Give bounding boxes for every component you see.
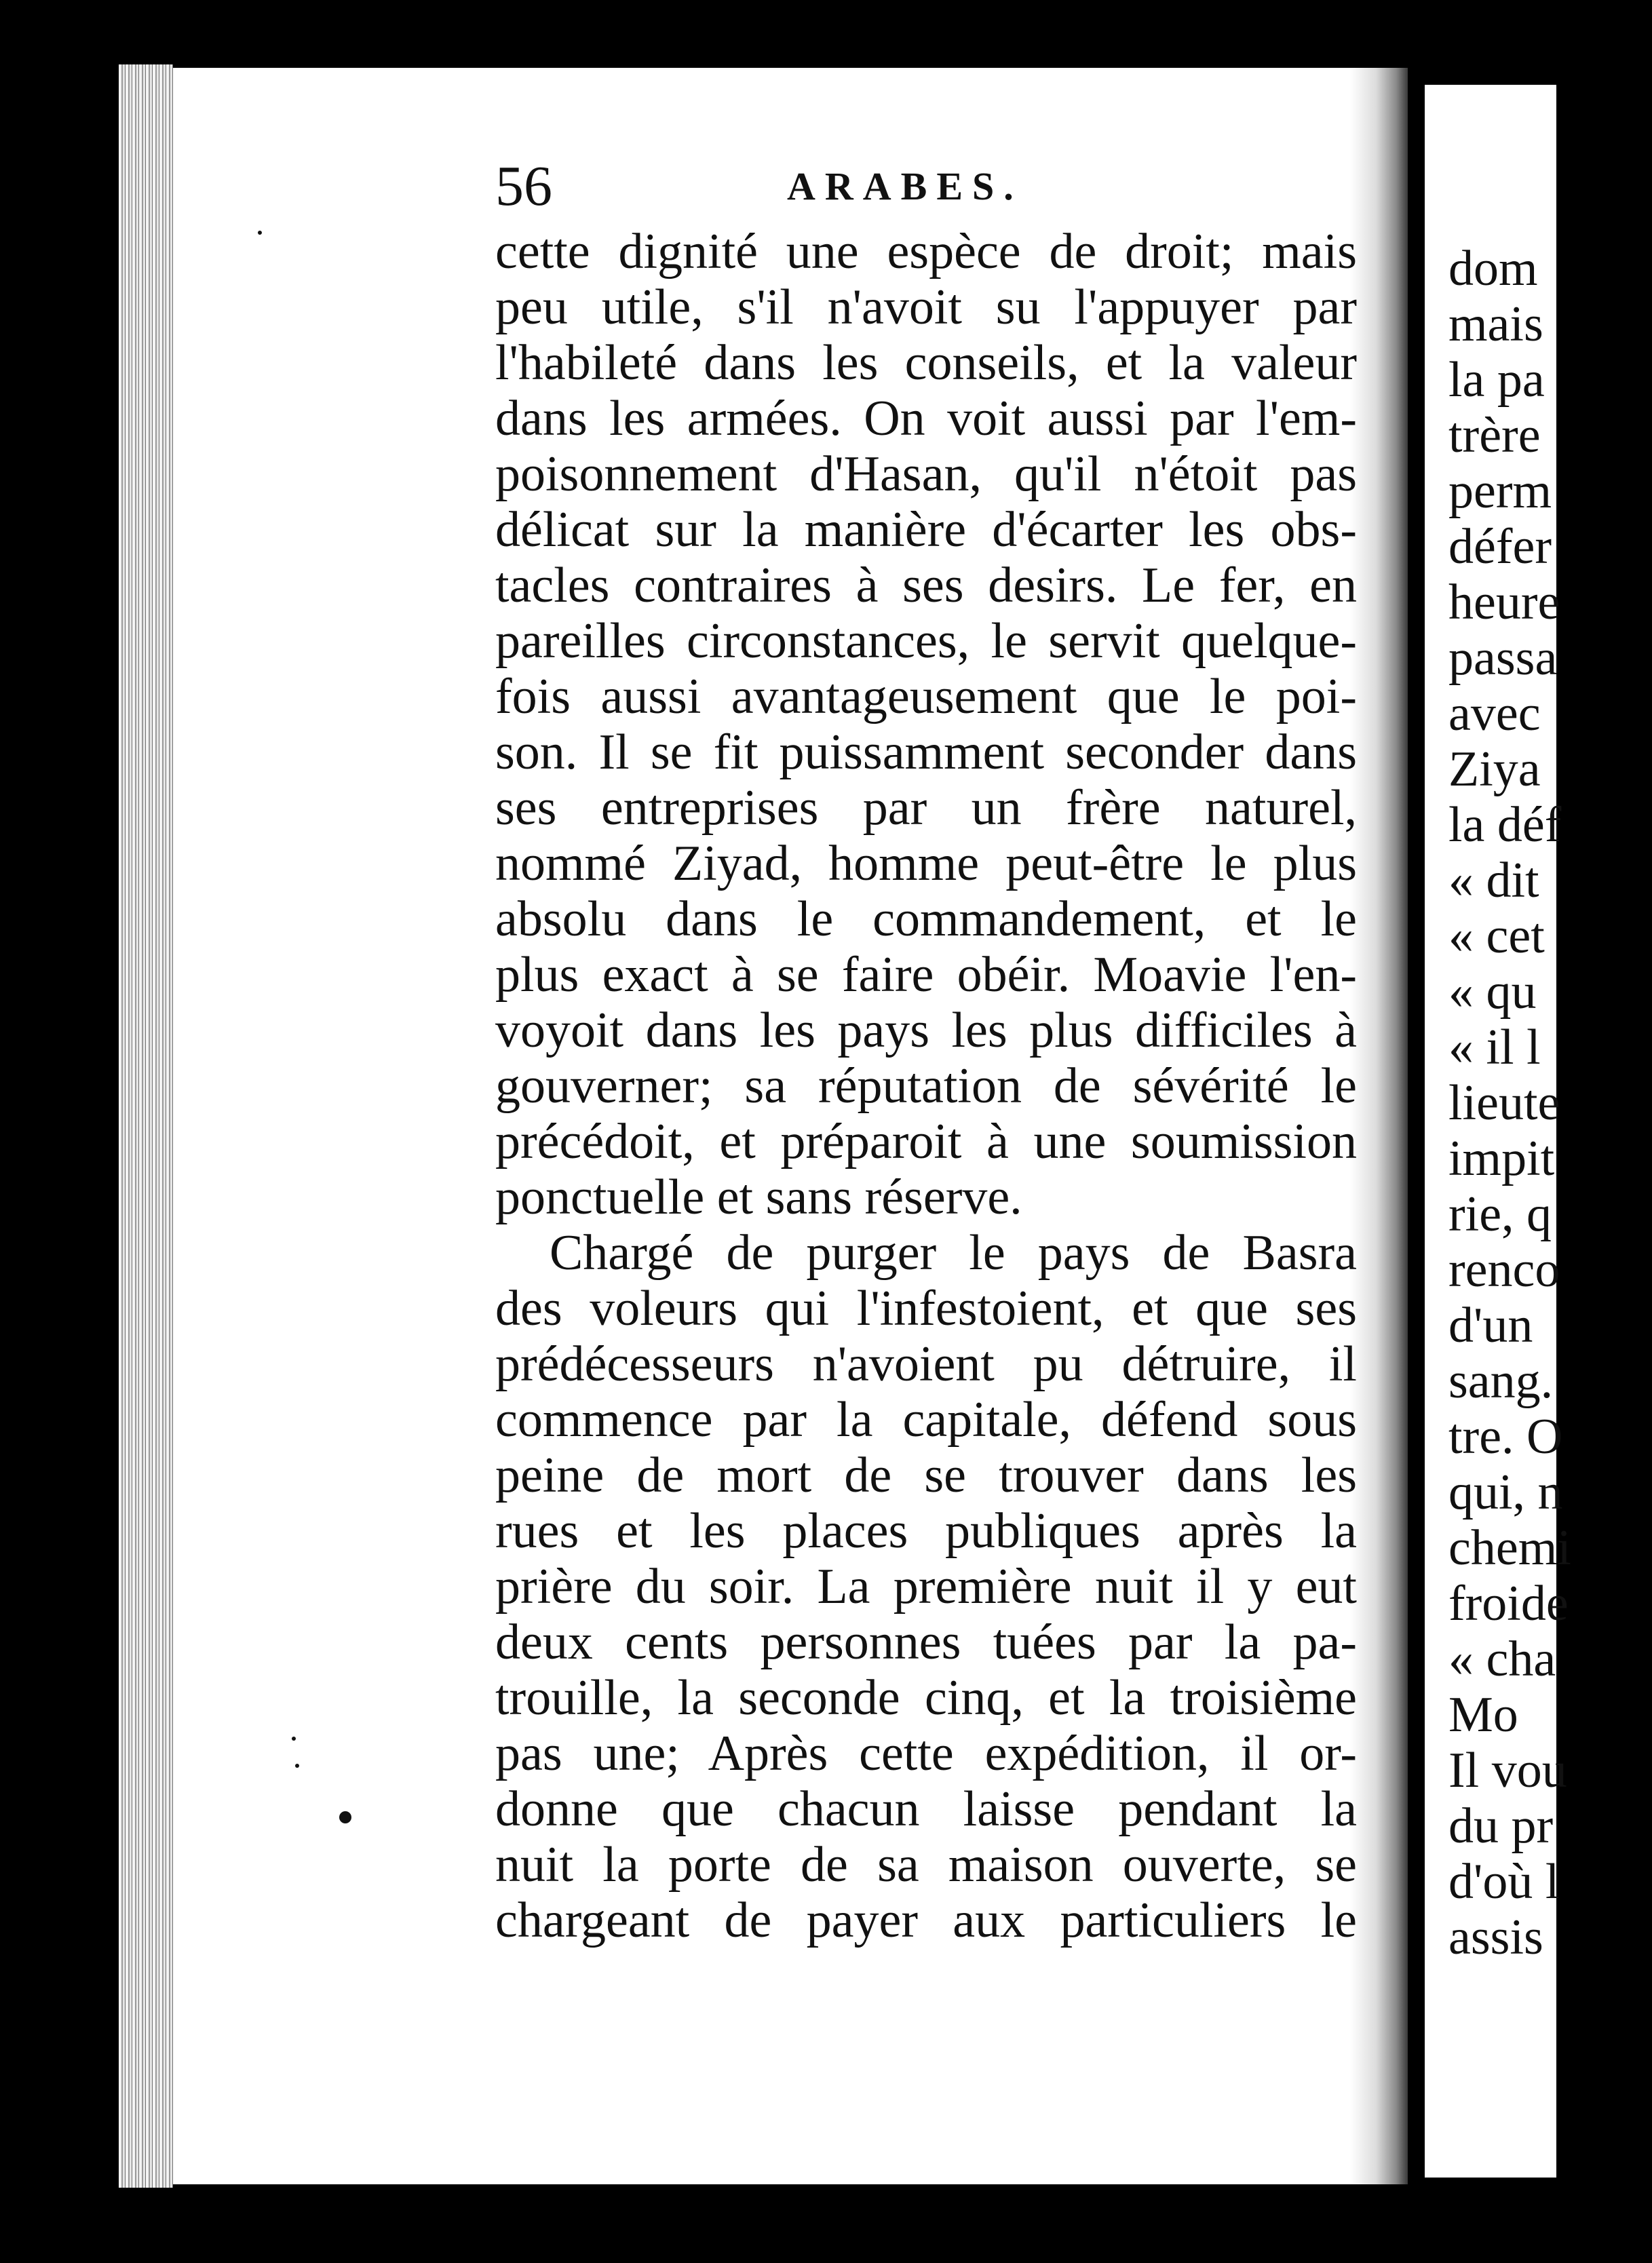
text-line: gouverner; sa réputation de sévérité le xyxy=(495,1058,1357,1114)
text-line: avec xyxy=(1448,686,1541,741)
ink-speck xyxy=(339,1811,351,1823)
text-line: rie, q xyxy=(1448,1186,1552,1242)
text-line: Il vou xyxy=(1448,1743,1567,1798)
text-line: nuit la porte de sa maison ouverte, se xyxy=(495,1837,1357,1893)
text-line: Mo xyxy=(1448,1687,1518,1743)
right-page xyxy=(1425,85,1571,2178)
text-line: assis xyxy=(1448,1910,1543,1965)
text-line: mais xyxy=(1448,296,1543,352)
text-line: dans les armées. On voit aussi par l'em- xyxy=(495,391,1357,446)
text-line: pareilles circonstances, le servit quelque- xyxy=(495,613,1357,669)
text-line: froide xyxy=(1448,1576,1569,1631)
text-line: ponctuelle et sans réserve. xyxy=(495,1169,1022,1225)
text-line: fois aussi avantageusement que le poi- xyxy=(495,669,1357,724)
page-edges xyxy=(119,64,173,2188)
text-line: « qu xyxy=(1448,964,1537,1020)
text-line: plus exact à se faire obéir. Moavie l'en- xyxy=(495,947,1357,1003)
text-line: renco xyxy=(1448,1242,1560,1298)
text-line: délicat sur la manière d'écarter les obs- xyxy=(495,502,1357,558)
book-gutter xyxy=(1350,68,1408,2184)
left-page-text xyxy=(495,224,1357,1948)
text-line: cette dignité une espèce de droit; mais xyxy=(495,224,1357,279)
text-line: poisonnement d'Hasan, qu'il n'étoit pas xyxy=(495,446,1357,502)
text-line: « dit xyxy=(1448,853,1539,908)
text-line: des voleurs qui l'infestoient, et que ses xyxy=(495,1281,1357,1336)
text-line: d'un xyxy=(1448,1298,1533,1353)
text-line: voyoit dans les pays les plus difficiles à xyxy=(495,1003,1357,1058)
right-page-text xyxy=(1448,241,1652,1965)
text-line: « il l xyxy=(1448,1020,1541,1075)
ink-speck xyxy=(258,231,262,235)
text-line: Ziya xyxy=(1448,741,1541,797)
text-line: tacles contraires à ses desirs. Le fer, en xyxy=(495,558,1357,613)
text-line: heure xyxy=(1448,575,1560,630)
text-line: qui, n xyxy=(1448,1465,1563,1520)
text-line: l'habileté dans les conseils, et la valeur xyxy=(495,335,1357,391)
text-line: sang. xyxy=(1448,1353,1554,1409)
text-line: deux cents personnes tuées par la pa- xyxy=(495,1614,1357,1670)
text-line: prière du soir. La première nuit il y eut xyxy=(495,1559,1357,1614)
ink-speck xyxy=(292,1737,296,1741)
text-line: dom xyxy=(1448,241,1538,296)
text-line: « cha xyxy=(1448,1631,1556,1687)
text-line: peu utile, s'il n'avoit su l'appuyer par xyxy=(495,279,1357,335)
text-line: la pa xyxy=(1448,352,1545,408)
text-line: donne que chacun laisse pendant la xyxy=(495,1781,1357,1837)
text-line: nommé Ziyad, homme peut-être le plus xyxy=(495,836,1357,891)
text-line: rues et les places publiques après la xyxy=(495,1503,1357,1559)
text-line: absolu dans le commandement, et le xyxy=(495,891,1357,947)
text-line: pas une; Après cette expédition, il or- xyxy=(495,1726,1357,1781)
text-line: ses entreprises par un frère naturel, xyxy=(495,780,1357,836)
text-line: précédoit, et préparoit à une soumission xyxy=(495,1114,1357,1169)
page-header xyxy=(495,153,1357,220)
page-number: 56 xyxy=(495,155,552,218)
text-line: du pr xyxy=(1448,1798,1554,1854)
text-line: impit xyxy=(1448,1131,1555,1186)
running-head: ARABES. xyxy=(787,164,1023,208)
text-line: défer xyxy=(1448,519,1552,575)
ink-speck xyxy=(295,1764,299,1768)
text-line: passa xyxy=(1448,630,1558,686)
text-line: prédécesseurs n'avoient pu détruire, il xyxy=(495,1336,1357,1392)
text-line: d'où l xyxy=(1448,1854,1560,1910)
text-line: tre. O xyxy=(1448,1409,1563,1465)
text-line: perm xyxy=(1448,463,1552,519)
text-line: commence par la capitale, défend sous xyxy=(495,1392,1357,1448)
text-line: chemi xyxy=(1448,1520,1571,1576)
text-line: trère xyxy=(1448,408,1541,463)
text-line: son. Il se fit puissamment seconder dans xyxy=(495,724,1357,780)
text-line: trouille, la seconde cinq, et la troisième xyxy=(495,1670,1357,1726)
text-line: lieute xyxy=(1448,1075,1560,1131)
text-line: Chargé de purger le pays de Basra xyxy=(550,1225,1357,1281)
text-line: « cet xyxy=(1448,908,1545,964)
text-line: peine de mort de se trouver dans les xyxy=(495,1448,1357,1503)
text-line: chargeant de payer aux particuliers le xyxy=(495,1893,1357,1948)
text-line: la déf xyxy=(1448,797,1562,853)
